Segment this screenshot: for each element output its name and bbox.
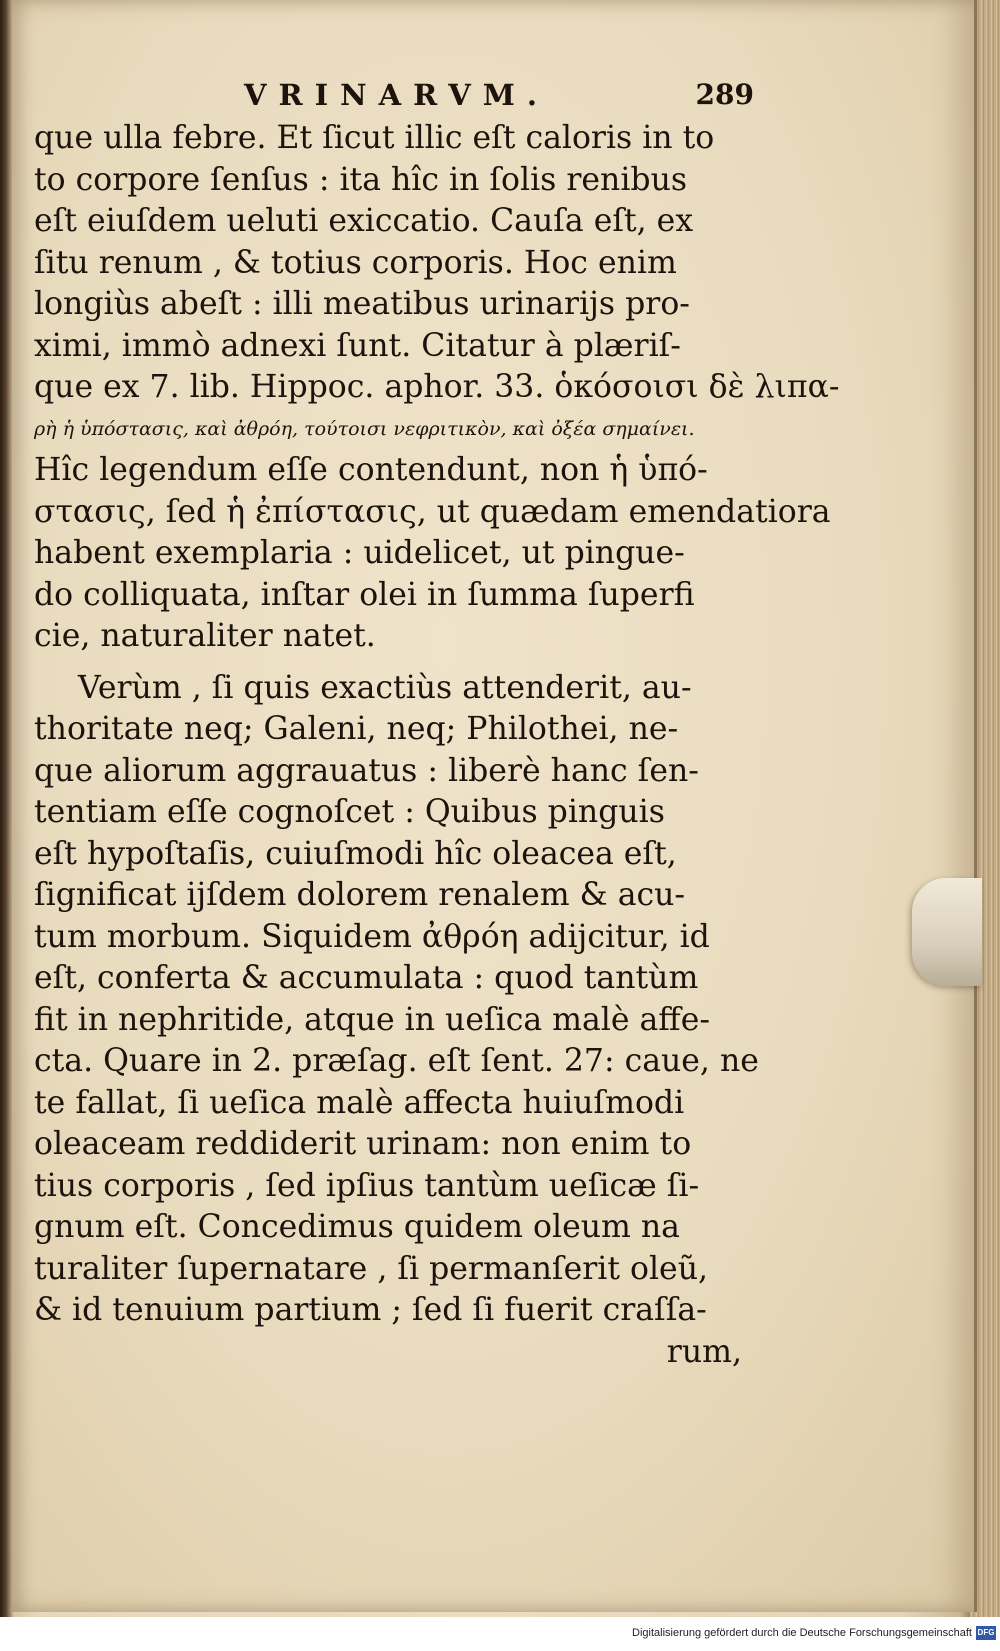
text-line: fit in nephritide, atque in ueſica malè affe- (34, 1001, 710, 1038)
text-line: longiùs abeſt : illi meatibus urinarijs pro- (34, 286, 690, 322)
page-number: 289 (695, 78, 754, 111)
text-line: Hîc legendum eſſe contendunt, non ἡ ὑπό- (34, 452, 708, 488)
text-line: turaliter ſupernatare , ſi permanſerit oleũ, (34, 1250, 708, 1287)
digitization-footer (0, 1617, 1000, 1651)
text-line: ſitu renum , & totius corporis. Hoc enim (34, 244, 677, 281)
page-header (244, 78, 754, 118)
text-line: στασις, ſed ἡ ἐπίστασις, ut quædam emendatiora (34, 493, 831, 530)
text-line: ſignificat ijſdem dolorem renalem & acu- (34, 877, 686, 913)
text-line: cta. Quare in 2. præſag. eſt ſent. 27: caue, ne (34, 1043, 759, 1079)
text-line: que aliorum aggrauatus : liberè hanc ſen- (34, 752, 699, 789)
paragraph-first-line: Verùm , ſi quis exactiùs attenderit, au- (78, 669, 692, 706)
text-line-with-greek: que ex 7. lib. Hippoc. aphor. 33. ὁκόσοισι δὲ λιπα- (34, 369, 840, 405)
dfg-logo: DFG (976, 1626, 996, 1640)
text-line: oleaceam reddiderit urinam: non enim to (34, 1126, 692, 1162)
running-head: VRINARVM. (244, 78, 549, 112)
text-line: cie, naturaliter natet. (34, 618, 376, 654)
text-line: ximi, immò adnexi ſunt. Citatur à plæriſ- (34, 327, 681, 364)
text-line: & id tenuium partium ; ſed ſi fuerit craſſa- (34, 1292, 707, 1328)
page-marker-tab (912, 878, 982, 986)
text-line: te fallat, ſi ueſica malè affecta huiuſmodi (34, 1084, 685, 1121)
funding-credit: Digitalisierung gefördert durch die Deutsche Forschungsgemeinschaft (632, 1627, 972, 1639)
text-line: to corpore ſenſus : ita hîc in ſolis renibus (34, 161, 688, 198)
book-page (12, 0, 977, 1612)
text-line: tius corporis , ſed ipſius tantùm ueſicæ ſi- (34, 1167, 700, 1204)
text-line: habent exemplaria : uidelicet, ut pingue- (34, 535, 685, 571)
text-line: gnum eſt. Concedimus quidem oleum na (34, 1209, 680, 1245)
text-line: eſt hypoſtaſis, cuiuſmodi hîc oleacea eſt, (34, 835, 677, 872)
text-line: eſt eiuſdem ueluti exiccatio. Cauſa eſt, ex (34, 203, 694, 239)
text-line: que ulla febre. Et ſicut illic eſt caloris in to (34, 120, 715, 156)
greek-quotation-line: ρὴ ἡ ὑπόστασις, καὶ ἀθρόη, τούτοισι νεφριτικὸν, καὶ ὀξέα σημαίνει. (34, 417, 695, 440)
text-line: thoritate neq; Galeni, neq; Philothei, ne- (34, 711, 679, 747)
text-line: tum morbum. Siquidem ἀθρόη adijcitur, id (34, 918, 710, 955)
catchword: rum, (666, 1333, 742, 1370)
text-line: tentiam eſſe cognoſcet : Quibus pinguis (34, 794, 665, 830)
paragraph-gap (34, 658, 746, 668)
text-line: eſt, conferta & accumulata : quod tantùm (34, 960, 699, 996)
text-line: do colliquata, inſtar olei in ſumma ſuperfi (34, 576, 695, 613)
body-text (34, 118, 840, 1373)
